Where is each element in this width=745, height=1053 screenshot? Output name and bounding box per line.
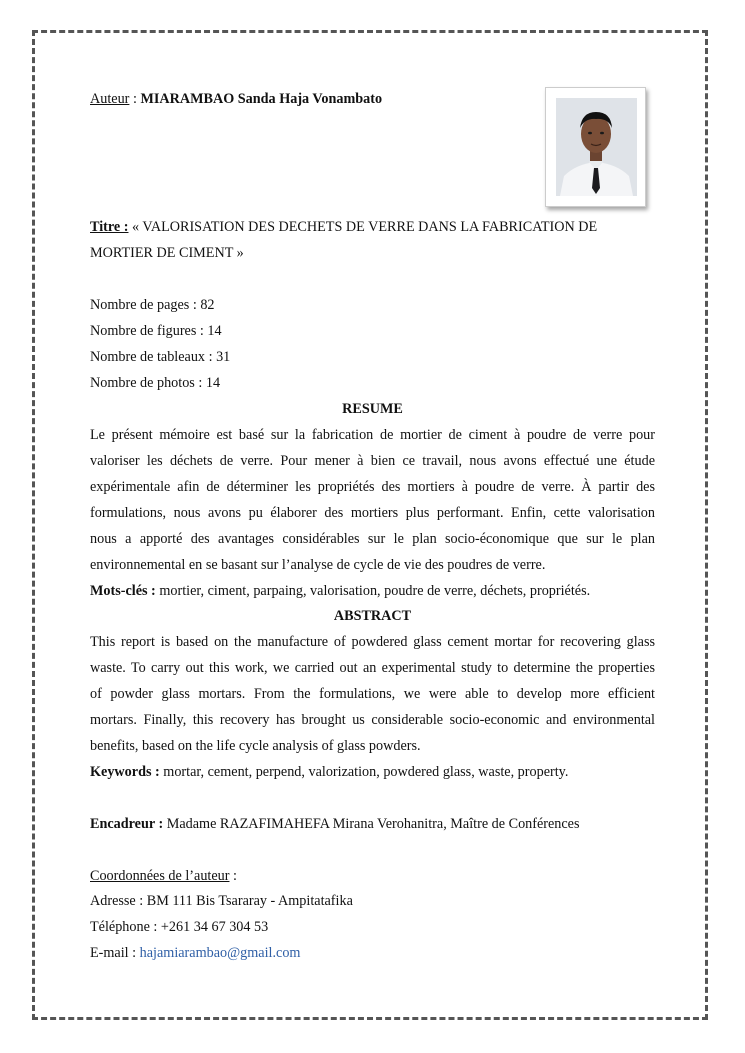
supervisor-value: Madame RAZAFIMAHEFA Mirana Verohanitra, Maître de Conférences — [163, 816, 580, 832]
stat-pages: Nombre de pages : 82 — [90, 297, 215, 313]
title-line-2: MORTIER DE CIMENT » — [90, 245, 244, 261]
stat-figures: Nombre de figures : 14 — [90, 323, 222, 339]
contact-email-link[interactable]: hajamiarambao@gmail.com — [139, 945, 301, 961]
contact-heading — [90, 863, 655, 889]
resume-line: expérimentale afin de déterminer les propriétés des mortiers à poudre de verre. À partir des — [90, 479, 655, 495]
author-portrait-photo — [556, 98, 637, 196]
stat-photos: Nombre de photos : 14 — [90, 375, 221, 391]
supervisor-line — [90, 811, 655, 837]
resume-keywords-text: mortier, ciment, parpaing, valorisation, poudre de verre, déchets, propriétés. — [155, 583, 591, 599]
abstract-keywords — [90, 759, 655, 785]
abstract-keywords-label: Keywords : — [90, 764, 160, 780]
contact-email-line — [90, 940, 655, 966]
resume-keywords — [90, 578, 655, 604]
contact-address: Adresse : BM 111 Bis Tsararay - Ampitatafika — [90, 893, 353, 909]
abstract-line: This report is based on the manufacture of powdered glass cement mortar for recovering glass — [90, 634, 655, 650]
resume-line: nous a apporté des avantages considérables sur le plan socio-économique que sur le plan — [90, 531, 655, 547]
author-name: MIARAMBAO Sanda Haja Vonambato — [140, 91, 383, 107]
resume-keywords-label: Mots-clés : — [90, 583, 156, 599]
abstract-line: benefits, based on the life cycle analysis of glass powders. — [90, 738, 421, 754]
abstract-line: of powder glass mortars. From the formulations, we were able to develop more efficient — [90, 686, 655, 702]
title-text-1: « VALORISATION DES DECHETS DE VERRE DANS LA FABRICATION DE — [128, 219, 598, 235]
abstract-heading: ABSTRACT — [333, 608, 412, 624]
abstract-line: mortars. Finally, this recovery has brought us considerable socio-economic and environmental — [90, 712, 655, 728]
supervisor-label: Encadreur : — [90, 816, 164, 832]
author-separator: : — [129, 91, 141, 107]
contact-label: Coordonnées de l’auteur — [90, 868, 230, 884]
contact-phone: Téléphone : +261 34 67 304 53 — [90, 919, 269, 935]
resume-heading: RESUME — [342, 401, 403, 417]
author-label: Auteur — [90, 91, 130, 107]
resume-line: valoriser les déchets de verre. Pour mener à bien ce travail, nous avons effectué une étude — [90, 453, 655, 469]
contact-email-label: E-mail : — [90, 945, 140, 961]
abstract-line: waste. To carry out this work, we carried out an experimental study to determine the properties — [90, 660, 655, 676]
resume-line: formulations, nous avons pu élaborer des mortiers plus performant. Enfin, cette valorisation — [90, 505, 655, 521]
author-line — [90, 86, 655, 112]
resume-line: Le présent mémoire est basé sur la fabrication de mortier de ciment à poudre de verre pour — [90, 427, 655, 443]
title-label: Titre : — [90, 219, 129, 235]
title-line-1 — [90, 214, 655, 240]
resume-line: environnemental en se basant sur l’analyse de cycle de vie des poudres de verre. — [90, 557, 546, 573]
stat-tables: Nombre de tableaux : 31 — [90, 349, 231, 365]
abstract-keywords-text: mortar, cement, perpend, valorization, powdered glass, waste, property. — [159, 764, 569, 780]
contact-suffix: : — [229, 868, 237, 884]
